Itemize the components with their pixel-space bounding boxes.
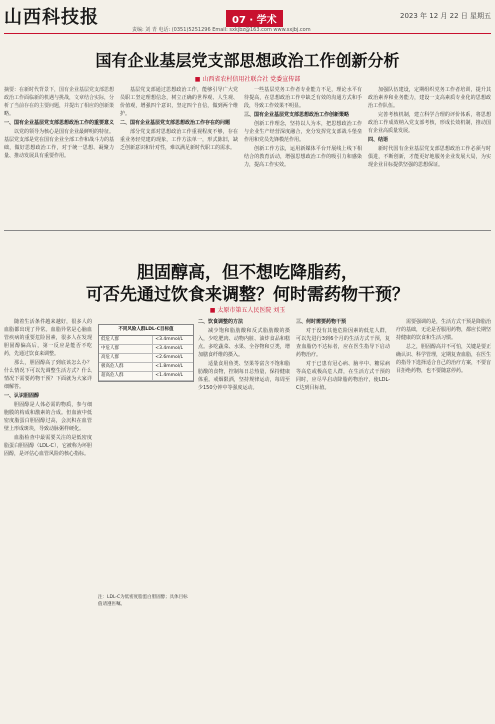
table-note: 注：LDL-C为低密度脂蛋白胆固醇；具体目标值请遵医嘱。 bbox=[98, 595, 188, 607]
paragraph: 部分党支部对思想政治工作重视程度不够，存在重业务轻党建的现象，工作方法单一，形式陈旧，缺乏创新意识和针对性，难以满足新时代职工的需求。 bbox=[120, 129, 238, 151]
article2-author: ■ 太原市第五人民医院 刘玉 bbox=[209, 307, 286, 314]
paragraph: 完善考核机制，建立科学合理的评价体系，将思想政治工作成效纳入党支部考核，形成长效机制，推动国有企业高质量发展。 bbox=[368, 112, 491, 134]
paragraph: 血脂检查中最需要关注的是低密度脂蛋白胆固醇（LDL-C），它被称为坏胆固醇，是评估心血管风险的核心指标。 bbox=[4, 435, 92, 457]
header-rule bbox=[4, 33, 491, 34]
article1-column-3 bbox=[244, 86, 362, 228]
article2-column-3 bbox=[296, 318, 390, 720]
paragraph: 一些基层党务工作者专业能力不足，理论水平有待提高，在思想政治工作中缺乏有效的沟通方式和手段，导致工作效果不明显。 bbox=[244, 87, 362, 109]
subhead: 三、何时需要药物干预 bbox=[296, 319, 347, 325]
article2-column-4 bbox=[396, 318, 491, 720]
abstract: 摘要：在新时代背景下，国有企业基层党支部思想政治工作面临新的机遇与挑战，文章结合实际，分析了当前存在的主要问题，并提出了相应的创新策略。 bbox=[4, 87, 114, 117]
paragraph: 基层党支部通过思想政治工作，能够引导广大党员职工坚定理想信念，树立正确的世界观、人生观、价值观，增强四个意识，坚定四个自信，做到两个维护。 bbox=[120, 87, 238, 117]
ldl-target-table bbox=[98, 324, 194, 382]
paragraph: 以党的领导为核心是国有企业最鲜明的特征。基层党支部是党在国有企业全部工作和战斗力的基础，做好思想政治工作，对于统一思想、凝聚力量、推动发展具有重要作用。 bbox=[4, 129, 114, 159]
article2-column-2 bbox=[198, 318, 290, 720]
table-row: 低危人群 <3.4mmol/L bbox=[99, 336, 193, 345]
paragraph: 那么，胆固醇高了到底该怎么办？什么情况下可以先调整生活方式？什么情况下需要药物干预？下面就为大家详细解答。 bbox=[4, 360, 92, 390]
headline-line-1: 胆固醇高，但不想吃降脂药， bbox=[137, 263, 358, 283]
newspaper-brand: 山西科技报 bbox=[4, 7, 99, 28]
section-tag: 07 · 学术 bbox=[226, 10, 283, 27]
paragraph: 随着生活条件越来越好，很多人的血脂都出现了异常。血脂异常是心脑血管疾病的重要危险因素，很多人在发现胆固醇偏高后，第一反应是能否不吃药，先通过饮食来调整。 bbox=[4, 319, 92, 357]
editor-line: 责编: 刘 青 电话: (0351)5251296 Email: sxkjbz@163.com www.sxjbj.com bbox=[132, 27, 311, 33]
paragraph: 总之，胆固醇高并不可怕，关键是要正确认识、科学管理，定期复查血脂，在医生的指导下选择适合自己的治疗方案，不要盲目拒绝药物，也不要随意停药。 bbox=[396, 344, 491, 374]
article2-column-1 bbox=[4, 318, 92, 720]
issue-date: 2023 年 12 月 22 日 星期五 bbox=[400, 12, 491, 20]
article1-column-1 bbox=[4, 86, 114, 228]
subhead: 二、饮食调整的方法 bbox=[198, 319, 244, 325]
paragraph: 减少饱和脂肪酸和反式脂肪酸的摄入，少吃肥肉、动物内脏、油炸食品和糕点。多吃蔬菜、水果、全谷物和豆类，增加膳食纤维的摄入。 bbox=[198, 328, 290, 358]
article-author: ■ 山西省农村信用社联合社 党委宣传部 bbox=[194, 76, 301, 83]
subhead: 一、国有企业基层党支部思想政治工作的重要意义 bbox=[4, 120, 114, 126]
headline-line-2: 可否先通过饮食来调整？何时需药物干预？ bbox=[86, 285, 409, 305]
subhead: 二、国有企业基层党支部思想政治工作存在的问题 bbox=[120, 120, 231, 126]
paragraph: 新时代国有企业基层党支部思想政治工作必须与时俱进，不断创新，才能更好地服务企业发展大局，为实现企业目标提供坚强的思想保证。 bbox=[368, 146, 491, 168]
paragraph: 创新工作理念，坚持以人为本，把思想政治工作与企业生产经营深度融合，充分发挥党支部战斗堡垒作用和党员先锋模范作用。 bbox=[244, 121, 362, 143]
paragraph: 对于已患有冠心病、脑卒中、糖尿病等高危或极高危人群，在生活方式干预的同时，应尽早启动降脂药物治疗，使LDL-C达到目标值。 bbox=[296, 361, 390, 391]
table-row: 高危人群 <2.6mmol/L bbox=[99, 354, 193, 363]
paragraph: 创新工作方法，运用新媒体平台开展线上线下相结合的教育活动，增强思想政治工作的吸引力和感染力，提高工作实效。 bbox=[244, 146, 362, 168]
paragraph: 加强队伍建设，定期组织党务工作者培训，提升其政治素养和业务能力，建设一支高素质专业化的思想政治工作队伍。 bbox=[368, 87, 491, 109]
subhead: 一、认识胆固醇 bbox=[4, 393, 40, 399]
paragraph: 需要强调的是，生活方式干预是降脂治疗的基础，无论是否服用药物，都应长期坚持健康的饮食和生活习惯。 bbox=[396, 319, 491, 341]
table-row: 超高危人群 <1.4mmol/L bbox=[99, 372, 193, 381]
article1-column-4 bbox=[368, 86, 491, 228]
subhead: 三、国有企业基层党支部思想政治工作创新策略 bbox=[244, 112, 350, 118]
table-row: 极高危人群 <1.8mmol/L bbox=[99, 363, 193, 372]
paragraph: 胆固醇是人体必需的物质，参与细胞膜的构成和激素的合成。但血液中低密度脂蛋白胆固醇过高，会沉积在血管壁上形成斑块，导致动脉粥样硬化。 bbox=[4, 402, 92, 432]
article1-column-2 bbox=[120, 86, 238, 228]
section-divider bbox=[4, 230, 491, 231]
paragraph: 对于没有其他危险因素的低危人群，可以先进行3到6个月的生活方式干预，复查血脂仍不达标者，应在医生指导下启动药物治疗。 bbox=[296, 328, 390, 358]
subhead: 四、结语 bbox=[368, 137, 389, 143]
article-title: 国有企业基层党支部思想政治工作创新分析 bbox=[95, 51, 400, 70]
paragraph: 适量食用鱼类、坚果等富含不饱和脂肪酸的食物，控制每日总热量，保持健康体重。戒烟限酒，坚持规律运动，每周至少150分钟中等强度运动。 bbox=[198, 361, 290, 391]
table-caption: 不同风险人群LDL-C目标值 bbox=[99, 325, 193, 336]
table-row: 中危人群 <3.4mmol/L bbox=[99, 345, 193, 354]
